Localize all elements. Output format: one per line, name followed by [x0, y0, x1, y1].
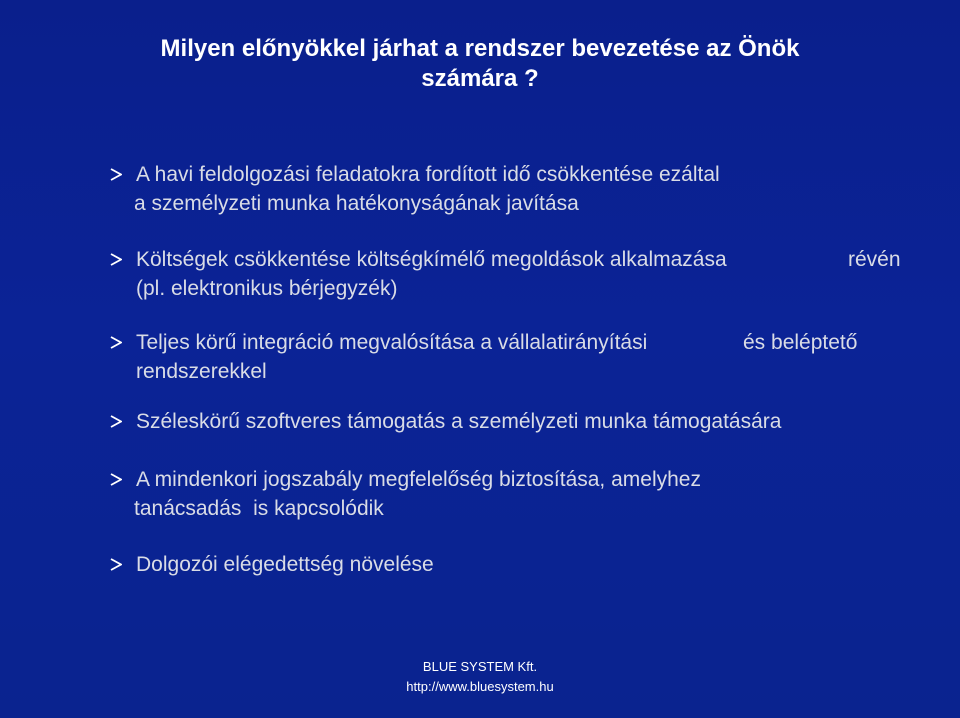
bullet-1-line1: A havi feldolgozási feladatokra fordított idő csökkentése ezáltal [136, 163, 720, 186]
bullet-2-line1-main: Költségek csökkentése költségkímélő megoldások alkalmazása [136, 248, 727, 271]
arrow-bullet-icon [110, 253, 122, 266]
bullet-1-line2: a személyzeti munka hatékonyságának javítása [134, 192, 579, 215]
bullet-4-line1: Széleskörű szoftveres támogatás a személyzeti munka támogatására [136, 410, 782, 433]
arrow-bullet-icon [110, 168, 122, 181]
bullet-2-line1-end: révén [848, 248, 901, 271]
arrow-bullet-icon [110, 473, 122, 486]
bullet-2-line1 [136, 245, 906, 274]
bullet-5-line2: tanácsadás is kapcsolódik [134, 497, 384, 520]
slide-title [100, 34, 860, 94]
slide-title-line1: Milyen előnyökkel járhat a rendszer bevezetése az Önök [160, 35, 800, 62]
footer-url[interactable]: http://www.bluesystem.hu [406, 679, 554, 694]
slide-footer [380, 657, 580, 697]
slide-title-line2: számára ? [421, 65, 539, 92]
arrow-bullet-icon [110, 415, 122, 428]
footer-company: BLUE SYSTEM Kft. [422, 659, 538, 674]
bullet-3-line1-end: és beléptető [743, 331, 858, 354]
bullet-5-line1: A mindenkori jogszabály megfelelőség biztosítása, amelyhez [136, 468, 701, 491]
bullet-3-line1 [136, 328, 906, 357]
arrow-bullet-icon [110, 336, 122, 349]
bullet-3-line2: rendszerekkel [136, 360, 267, 383]
arrow-bullet-icon [110, 558, 122, 571]
bullet-3-line1-main: Teljes körű integráció megvalósítása a vállalatirányítási [136, 331, 648, 354]
bullet-2-line2: (pl. elektronikus bérjegyzék) [136, 277, 398, 300]
bullet-6-line1: Dolgozói elégedettség növelése [136, 553, 434, 576]
